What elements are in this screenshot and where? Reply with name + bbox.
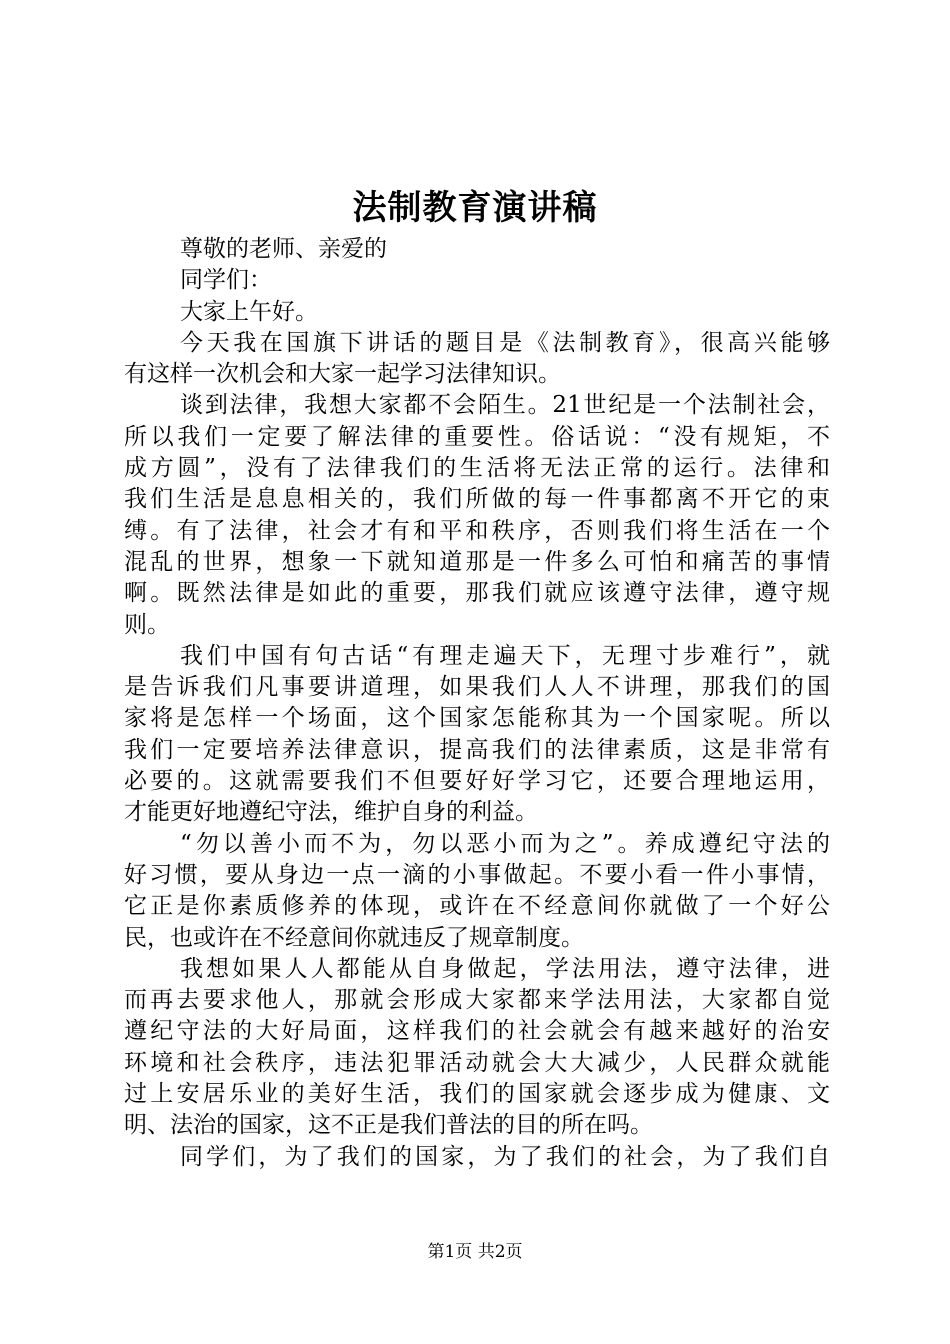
text-line: 遵纪守法的大好局面，这样我们的社会就会有越来越好的治安 [124, 1018, 830, 1045]
document-body [124, 234, 830, 1173]
text-line: 我想如果人人都能从自身做起，学法用法，遵守法律，进 [180, 955, 830, 982]
text-line: 我们生活是息息相关的，我们所做的每一件事都离不开它的束 [124, 486, 830, 513]
text-line: 混乱的世界，想象一下就知道那是一件多么可怕和痛苦的事情 [124, 548, 830, 575]
text-line: 今天我在国旗下讲话的题目是《法制教育》，很高兴能够 [180, 329, 830, 356]
text-line: 民，也或许在不经意间你就违反了规章制度。 [124, 924, 584, 951]
text-line: 同学们： [180, 267, 272, 294]
text-line: 缚。有了法律，社会才有和平和秩序，否则我们将生活在一个 [124, 517, 830, 544]
text-line: 而再去要求他人，那就会形成大家都来学法用法，大家都自觉 [124, 987, 830, 1014]
page-indicator: 第1页 共2页 [427, 1242, 523, 1262]
text-line: 有这样一次机会和大家一起学习法律知识。 [124, 361, 561, 388]
text-line: 谈到法律，我想大家都不会陌生。21世纪是一个法制社会， [180, 392, 830, 419]
text-line: 啊。既然法律是如此的重要，那我们就应该遵守法律，遵守规 [124, 580, 830, 607]
text-line: 所以我们一定要了解法律的重要性。俗话说：“没有规矩，不 [124, 423, 830, 450]
text-line: 是告诉我们凡事要讲道理，如果我们人人不讲理，那我们的国 [124, 674, 830, 701]
text-line: 好习惯，要从身边一点一滴的小事做起。不要小看一件小事情， [124, 861, 830, 888]
text-line: “勿以善小而不为，勿以恶小而为之”。养成遵纪守法的 [180, 830, 830, 857]
text-line: 同学们，为了我们的国家，为了我们的社会，为了我们自 [180, 1143, 830, 1170]
text-line: 家将是怎样一个场面，这个国家怎能称其为一个国家呢。所以 [124, 705, 830, 732]
text-line: 尊敬的老师、亲爱的 [180, 236, 387, 262]
text-line: 大家上午好。 [180, 298, 318, 325]
document-title: 法制教育演讲稿 [352, 188, 598, 228]
text-line: 明、法治的国家，这不正是我们普法的目的所在吗。 [124, 1112, 653, 1139]
text-line: 我们中国有句古话“有理走遍天下，无理寸步难行”，就 [180, 642, 830, 669]
text-line: 它正是你素质修养的体现，或许在不经意间你就做了一个好公 [124, 893, 830, 920]
text-line: 成方圆”，没有了法律我们的生活将无法正常的运行。法律和 [124, 455, 830, 482]
text-line: 必要的。这就需要我们不但要好好学习它，还要合理地运用， [124, 768, 830, 795]
text-line: 过上安居乐业的美好生活，我们的国家就会逐步成为健康、文 [124, 1081, 830, 1108]
text-line: 则。 [124, 611, 170, 638]
text-line: 环境和社会秩序，违法犯罪活动就会大大减少，人民群众就能 [124, 1049, 830, 1076]
text-line: 我们一定要培养法律意识，提高我们的法律素质，这是非常有 [124, 736, 830, 763]
text-line: 才能更好地遵纪守法，维护自身的利益。 [124, 799, 538, 826]
